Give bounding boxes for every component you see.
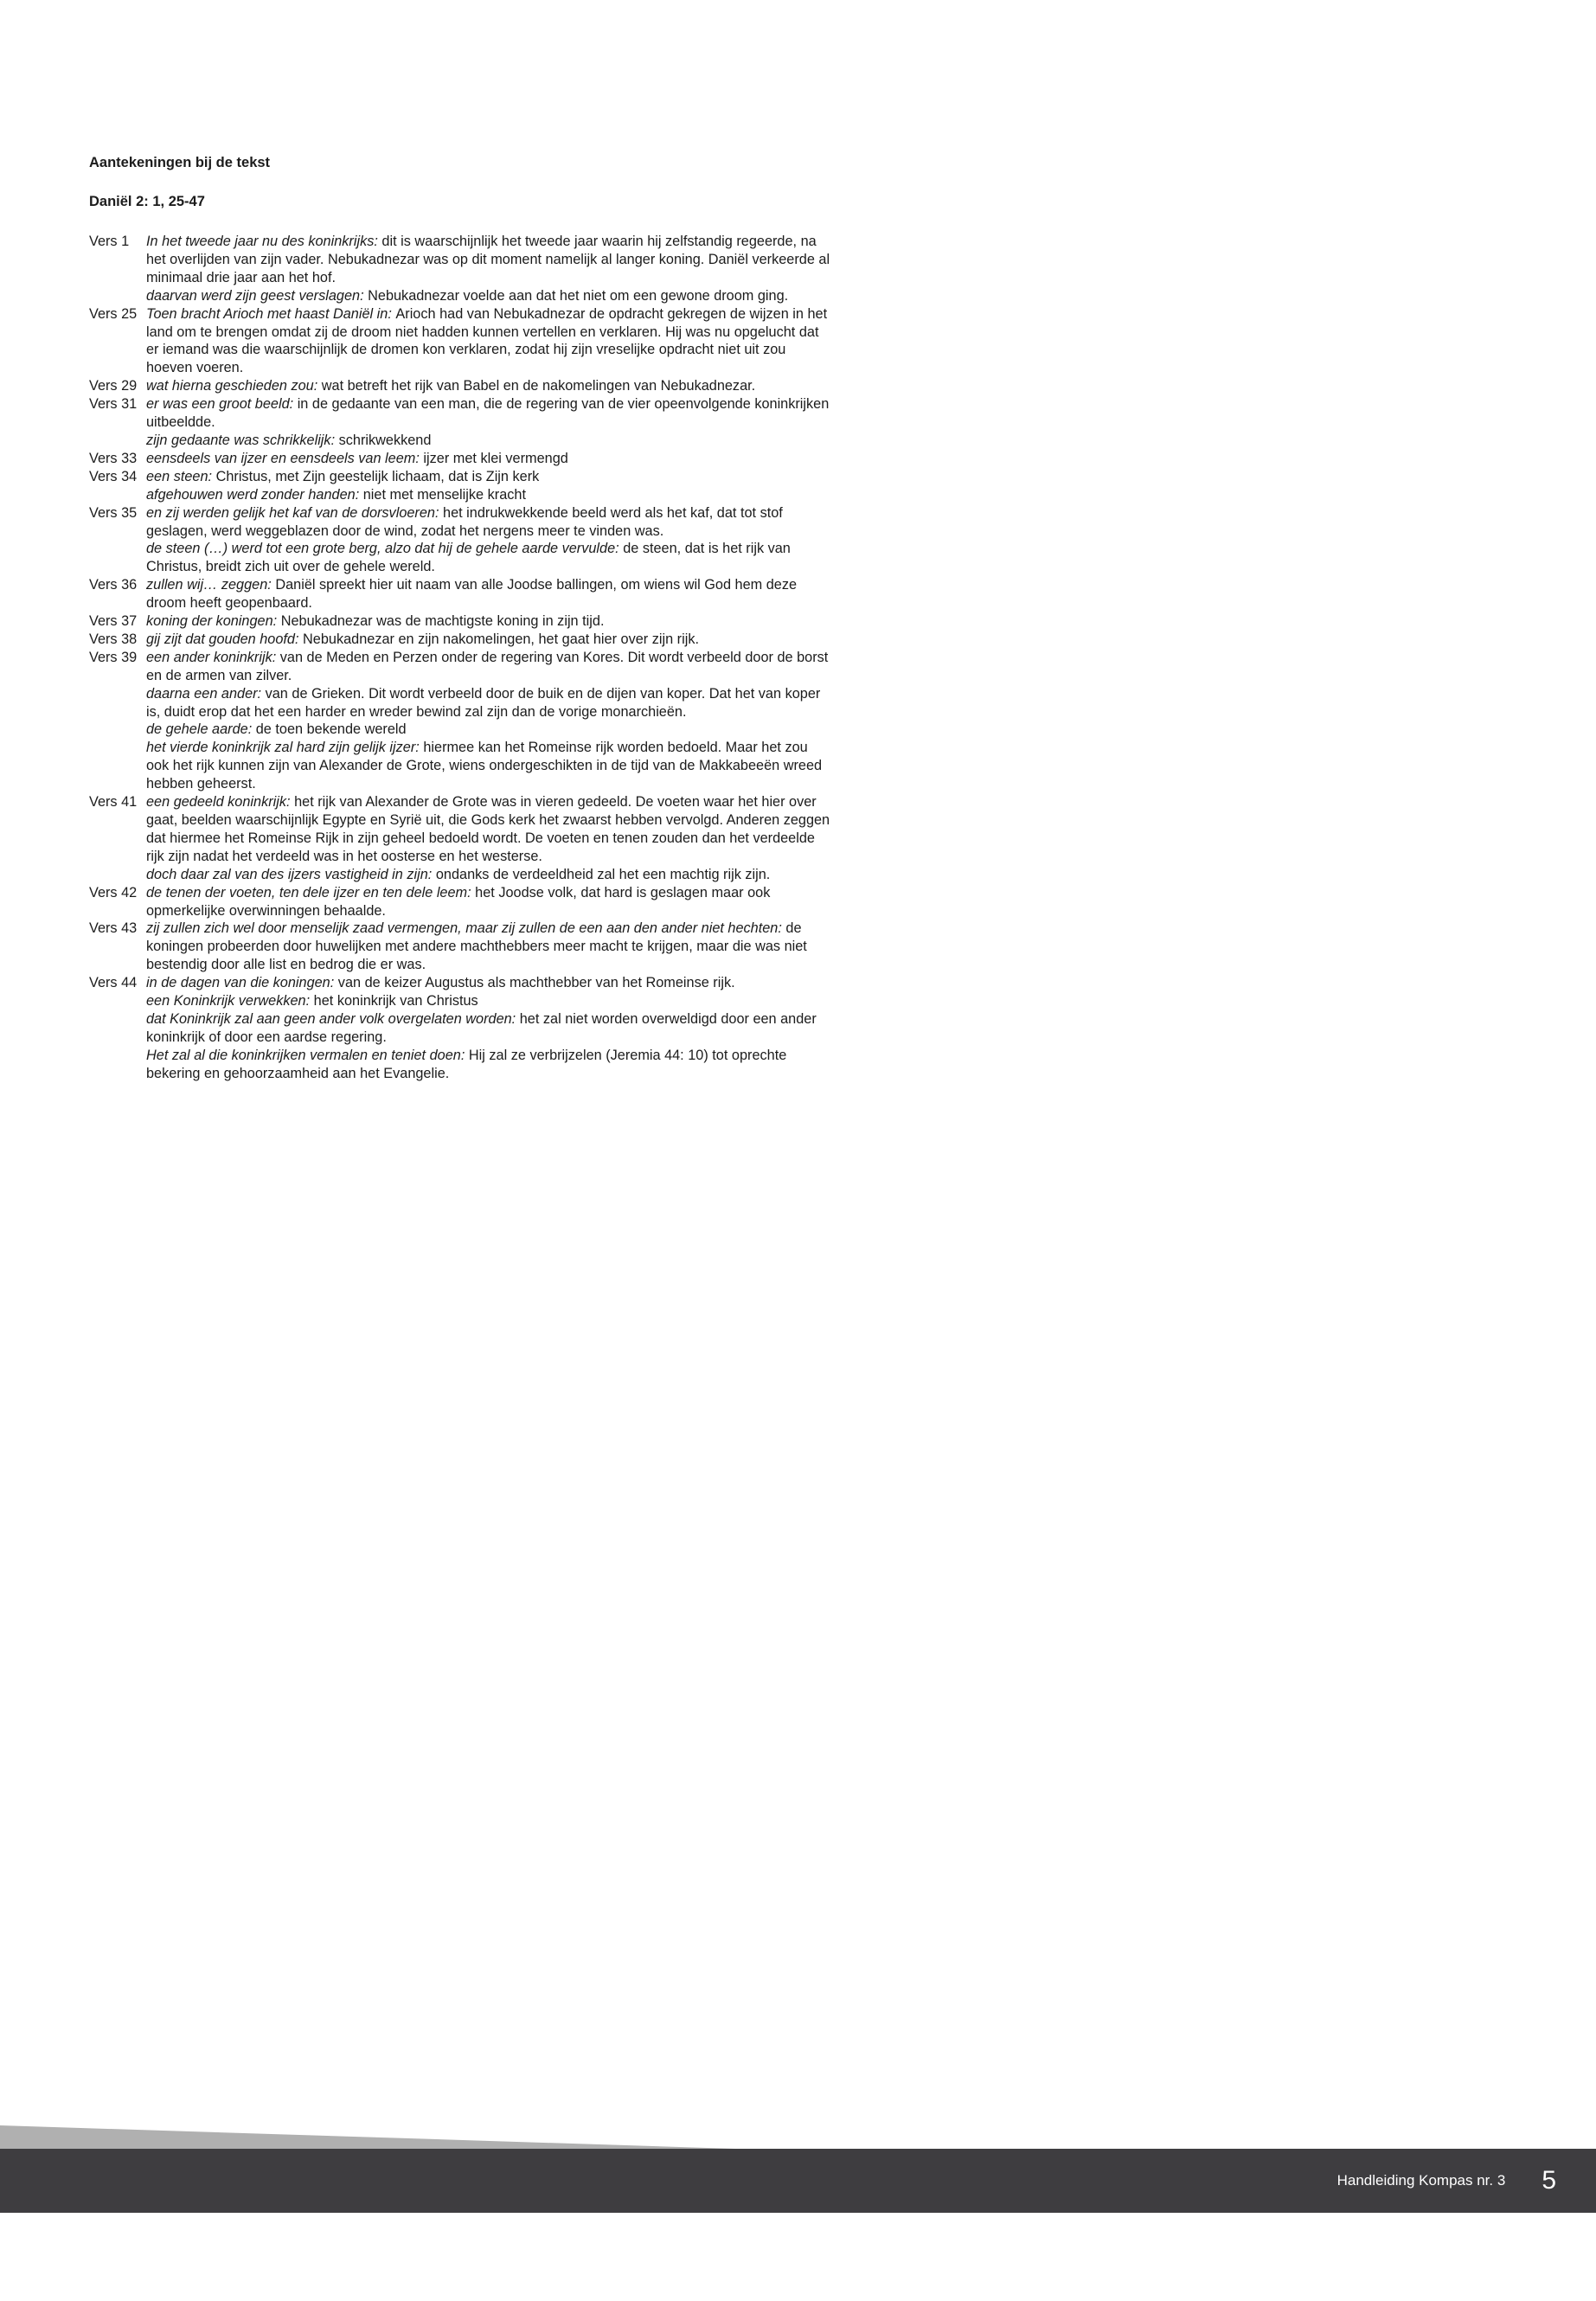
note-paragraph [89, 504, 831, 541]
note-lead: de steen (…) werd tot een grote berg, alzo dat hij de gehele aarde vervulde: [146, 541, 624, 557]
note-entry [89, 504, 831, 577]
note-lead: gij zijt dat gouden hoofd: [146, 631, 304, 647]
note-lead: wat hierna geschieden zou: [146, 378, 322, 394]
note-paragraph [89, 631, 831, 649]
note-lead: in de dagen van die koningen: [146, 975, 338, 991]
note-lead: een steen: [146, 468, 216, 484]
note-entry [89, 649, 831, 793]
note-text: de steen, dat is het rijk van Christus, breidt zich uit over de gehele wereld. [146, 541, 791, 575]
note-lead: Het zal al die koninkrijken vermalen en teniet doen: [146, 1047, 469, 1063]
note-lead: een gedeeld koninkrijk: [146, 794, 295, 811]
footer-wedge-decoration [0, 2125, 763, 2150]
note-paragraph [146, 685, 831, 721]
note-entry [89, 920, 831, 974]
note-text: de toen bekende wereld [255, 721, 407, 738]
note-entry [89, 395, 831, 450]
scripture-reference: Daniël 2: 1, 25-47 [89, 194, 205, 209]
verse-label: Vers 36 [89, 577, 138, 593]
note-text: schrikwekkend [338, 432, 432, 448]
note-paragraph [146, 1047, 831, 1083]
note-lead: de tenen der voeten, ten dele ijzer en ten dele leem: [146, 884, 476, 901]
note-text: Hij zal ze verbrijzelen (Jeremia 44: 10) tot oprechte bekering en gehoorzaamheid aan het Evangelie. [146, 1047, 787, 1081]
note-lead: zullen wij… zeggen: [146, 577, 276, 593]
note-lead: Toen bracht Arioch met haast Daniël in: [146, 305, 396, 322]
note-lead: doch daar zal van des ijzers vastigheid in zijn: [146, 866, 436, 882]
note-lead: In het tweede jaar nu des koninkrijks: [146, 234, 382, 249]
note-entry [89, 450, 831, 468]
note-paragraph [89, 884, 831, 920]
note-text: Nebukadnezar voelde aan dat het niet om een gewone droom ging. [368, 287, 789, 304]
note-lead: afgehouwen werd zonder handen: [146, 486, 363, 503]
note-entry [89, 793, 831, 884]
footer-page-number: 5 [1542, 2166, 1556, 2195]
footer-bar [0, 2149, 1596, 2213]
note-entry [89, 468, 831, 504]
note-paragraph [89, 793, 831, 866]
note-text: ondanks de verdeeldheid zal het een machtig rijk zijn. [435, 866, 771, 882]
note-lead: eensdeels van ijzer en eensdeels van leem: [146, 450, 424, 466]
note-text: ijzer met klei vermengd [423, 450, 568, 466]
verse-label: Vers 42 [89, 884, 138, 901]
verse-label: Vers 43 [89, 920, 138, 937]
verse-label: Vers 25 [89, 305, 138, 322]
note-paragraph [146, 540, 831, 576]
document-content [89, 154, 831, 1083]
footer-label: Handleiding Kompas nr. 3 [1336, 2172, 1506, 2189]
note-text: Nebukadnezar en zijn nakomelingen, het gaat hier over zijn rijk. [303, 631, 699, 647]
note-lead: koning der koningen: [146, 613, 281, 630]
note-text: het koninkrijk van Christus [313, 993, 478, 1009]
verse-label: Vers 44 [89, 975, 138, 991]
note-text: van de Grieken. Dit wordt verbeeld door de buik en de dijen van koper. Dat het van koper is, duidt erop dat het een harder en wreder bewind zal zijn dan de vorige monarchieën. [146, 685, 821, 720]
note-text: van de Meden en Perzen onder de regering van Kores. Dit wordt verbeeld door de borst en de armen van zilver. [146, 649, 829, 683]
note-text: wat betreft het rijk van Babel en de nakomelingen van Nebukadnezar. [321, 378, 756, 394]
note-lead: zij zullen zich wel door menselijk zaad vermengen, maar zij zullen de een aan den ander niet hechten: [146, 920, 786, 937]
note-text: Arioch had van Nebukadnezar de opdracht gekregen de wijzen in het land om te brengen omdat zij de droom niet hadden kunnen vertellen en verklaren. Hij was nu opgelucht dat er iemand was die waarschijnlijk de dromen kon verklaren, zodat hij zijn vreselijke opdracht niet uit zou hoeven voeren. [146, 305, 828, 376]
note-lead: daarna een ander: [146, 685, 266, 702]
note-lead: en zij werden gelijk het kaf van de dorsvloeren: [146, 504, 444, 521]
note-paragraph [146, 739, 831, 793]
note-lead: een ander koninkrijk: [146, 649, 280, 665]
page-title: Aantekeningen bij de tekst [89, 155, 271, 170]
note-paragraph [89, 576, 831, 612]
note-paragraph [146, 486, 831, 504]
verse-label: Vers 39 [89, 649, 138, 665]
note-entry [89, 576, 831, 612]
note-text: het zal niet worden overweldigd door een ander koninkrijk of door een aardse regering. [146, 1010, 817, 1045]
note-lead: een Koninkrijk verwekken: [146, 993, 314, 1009]
note-lead: het vierde koninkrijk zal hard zijn gelijk ijzer: [146, 740, 424, 756]
note-lead: de gehele aarde: [146, 721, 256, 738]
note-entry [89, 305, 831, 378]
note-lead: zijn gedaante was schrikkelijk: [146, 432, 339, 448]
note-paragraph [146, 866, 831, 884]
note-paragraph [146, 721, 831, 739]
note-lead: dat Koninkrijk zal aan geen ander volk overgelaten worden: [146, 1010, 520, 1027]
note-paragraph [146, 287, 831, 305]
note-text: Christus, met Zijn geestelijk lichaam, dat is Zijn kerk [215, 468, 540, 484]
verse-label: Vers 35 [89, 504, 138, 521]
note-text: van de keizer Augustus als machthebber van het Romeinse rijk. [337, 975, 735, 991]
note-paragraph [89, 974, 831, 992]
note-paragraph [89, 377, 831, 395]
note-paragraph [89, 305, 831, 378]
note-text: hiermee kan het Romeinse rijk worden bedoeld. Maar het zou ook het rijk kunnen zijn van Alexander de Grote, wiens ondergeschikten in de tijd van de Makkabeeën wreed hebben geheerst. [146, 740, 823, 792]
note-text: in de gedaante van een man, die de regering van de vier opeenvolgende koninkrijken uitbeeldde. [146, 396, 830, 431]
note-entry [89, 233, 831, 305]
note-text: niet met menselijke kracht [362, 486, 526, 503]
verse-label: Vers 37 [89, 613, 138, 630]
note-lead: daarvan werd zijn geest verslagen: [146, 287, 369, 304]
verse-label: Vers 33 [89, 450, 138, 466]
note-entry [89, 974, 831, 1082]
note-paragraph [89, 612, 831, 631]
verse-label: Vers 1 [89, 234, 130, 249]
note-text: de koningen probeerden door huwelijken met andere machthebbers meer macht te krijgen, maar die was niet bestendig door alle list en bedrog die er was. [146, 920, 807, 973]
note-entry [89, 377, 831, 395]
note-paragraph [89, 649, 831, 685]
verse-label: Vers 31 [89, 396, 138, 413]
verse-label: Vers 41 [89, 794, 138, 811]
note-text: Nebukadnezar was de machtigste koning in zijn tijd. [280, 613, 605, 630]
note-entry [89, 631, 831, 649]
note-paragraph [89, 450, 831, 468]
note-text: het indrukwekkende beeld werd als het kaf, dat tot stof geslagen, werd weggeblazen door de wind, zodat het nergens meer te vinden was. [146, 504, 783, 539]
verse-label: Vers 29 [89, 378, 138, 394]
note-paragraph [146, 992, 831, 1010]
note-paragraph [146, 432, 831, 450]
notes-list [89, 233, 831, 1083]
note-entry [89, 884, 831, 920]
note-entry [89, 612, 831, 631]
note-lead: er was een groot beeld: [146, 396, 298, 413]
note-text: het Joodse volk, dat hard is geslagen maar ook opmerkelijke overwinningen behaalde. [146, 884, 771, 919]
note-paragraph [89, 920, 831, 974]
verse-label: Vers 38 [89, 631, 138, 647]
note-text: het rijk van Alexander de Grote was in vieren gedeeld. De voeten waar het hier over gaat, beelden waarschijnlijk Egypte en Syrië uit, die Gods kerk het zwaarst hebben vervolgd. Anderen zeggen dat hiermee het Romeinse Rijk in zijn geheel bedoeld wordt. De voeten en tenen zouden dan het verdeelde rijk zijn nadat het verdeeld was in het oosterse en het westerse. [146, 794, 830, 864]
verse-label: Vers 34 [89, 468, 138, 484]
note-paragraph [146, 1010, 831, 1047]
note-paragraph [89, 233, 831, 287]
note-text: dit is waarschijnlijk het tweede jaar waarin hij zelfstandig regeerde, na het overlijden van zijn vader. Nebukadnezar was op dit moment namelijk al langer koning. Daniël verkeerde al minimaal drie jaar aan het hof. [146, 234, 830, 285]
note-paragraph [89, 395, 831, 432]
note-paragraph [89, 468, 831, 486]
note-text: Daniël spreekt hier uit naam van alle Joodse ballingen, om wiens wil God hem deze droom heeft geopenbaard. [146, 577, 798, 612]
